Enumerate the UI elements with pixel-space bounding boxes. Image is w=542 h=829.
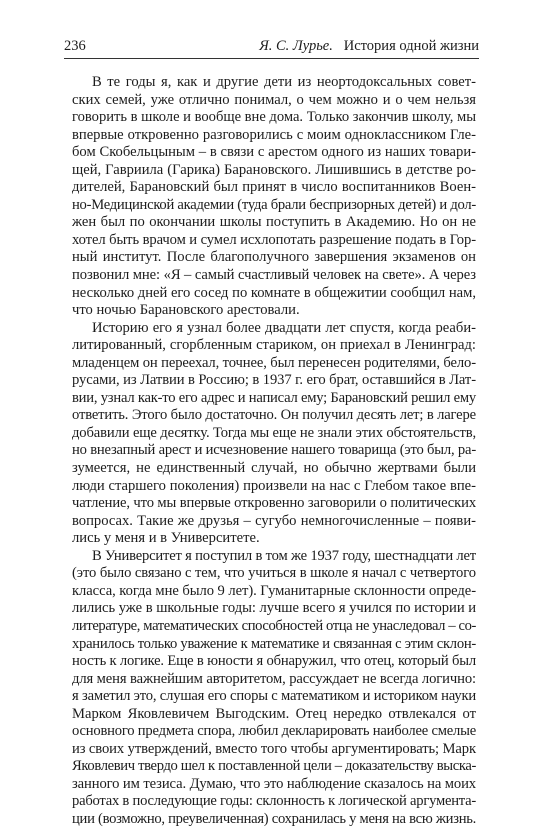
text-line: вии, узнал как-то его адрес и написал ему; Барановский решил ему [72,389,476,406]
text-line: В Университет я поступил в том же 1937 году, шестнадцати лет [92,547,476,564]
text-line: ность к логике. Еще в юности я обнаружил, что отец, который был [72,653,476,670]
page-number: 236 [64,38,86,54]
text-line: позвонил мне: «Я – самый счастливый человек на свете». А через [72,267,476,284]
text-line: В те годы я, как и другие дети из неортодоксальных совет- [92,74,476,90]
text-line: чатление, что мы впервые откровенно заговорили о политических [72,495,476,512]
text-line: русами, из Латвии в Россию; в 1937 г. его брат, оставшийся в Лат- [72,372,476,389]
text-line: (это было связано с тем, что учиться в школе я начал с четвертого [72,565,476,582]
text-line: литированный, сгорбленным стариком, он приехал в Ленинград: [72,337,476,354]
text-line: несколько дней его сосед по комнате в общежитии сообщил нам, [72,284,476,301]
text-line: Яковлевич твердо шел к поставленной цели – доказательству выска- [72,758,476,775]
running-title [259,36,479,56]
text-line: из своих утверждений, вместо того чтобы аргументировать; Марк [72,740,476,757]
text-line: для меня важнейшим авторитетом, рассуждает не всегда логично: [72,670,476,687]
text-line: но-Медицинской академии (туда брали беспризорных детей) и дол- [72,196,476,213]
body-text [72,74,476,829]
running-title-author: Я. С. Лурье. [259,38,333,54]
text-line: добавили еще десятку. Тогда мы еще не знали этих обстоятельств, [72,424,476,441]
text-line: щей, Гавриила (Гарика) Барановского. Лишившись в детстве ро- [72,161,476,178]
header-rule [64,58,479,59]
text-line: я заметил это, слушая его споры с математиком и историком науки [72,688,476,705]
paragraph [72,320,476,548]
paragraph [72,548,476,829]
text-line: Историю его я узнал более двадцати лет спустя, когда реаби- [92,319,476,336]
text-line: бом Скобельцыным – в связи с арестом одного из наших товари- [72,144,476,161]
text-line: жен был по окончании школы поступить в Академию. Но он не [72,214,476,231]
page-header [64,36,479,56]
text-line: младенцем он переехал, точнее, был перенесен родителями, бело- [72,354,476,371]
text-line: впервые откровенно разговорились с моим одноклассником Гле- [72,126,476,143]
text-line: работах в последующие годы: склонность к логической аргумента- [72,793,476,810]
text-line: класса, когда мне было 9 лет). Гуманитарные склонности опреде- [72,582,477,599]
text-line: литературе, математических способностей отца не унаследовал – со- [72,617,476,634]
text-line: что ночью Барановского арестовали. [72,302,300,319]
text-line: ответить. Этого было достаточно. Он получил десять лет; в лагере [72,407,476,424]
text-line: люди старшего поколения) произвели на нас с Глебом такое впе- [72,477,476,494]
text-line: дителей, Барановский был принят в число воспитанников Воен- [72,179,476,196]
text-line: вопросах. Такие же друзья – сугубо немногочисленные – появи- [72,512,476,529]
text-line: лись у меня и в Университете. [72,530,260,547]
text-line: ный институт. После благополучного завершения экзаменов он [72,249,476,266]
text-line: ции (возможно, преувеличенная) сохранилась у меня на всю жизнь. [72,810,476,827]
text-line: лились уже в школьные годы: лучше всего я учился по истории и [72,600,476,617]
text-line: хотел быть врачом и сумел исхлопотать разрешение подать в Гор- [72,231,476,248]
text-line: занного им тезиса. Думаю, что это наблюдение сказалось на моих [72,775,476,792]
text-line: зумеется, не единственный случай, но обычно жертвами были [72,460,476,477]
text-line: говорить в школе и вообще вне дома. Только закончив школу, мы [72,109,476,126]
text-line: но внезапный арест и исчезновение нашего товарища (это был, ра- [72,442,476,459]
text-line: Марком Яковлевичем Выгодским. Отец нередко отвлекался от [72,705,476,722]
text-line: основного предмета спора, любил декларировать наиболее смелые [72,723,476,740]
running-title-book: История одной жизни [343,38,479,54]
text-line: ских семей, уже отлично понимал, о чем можно и о чем нельзя [72,91,476,108]
paragraph [72,74,476,320]
text-line: хранилось только уважение к математике и связанная с этим склон- [72,635,476,652]
